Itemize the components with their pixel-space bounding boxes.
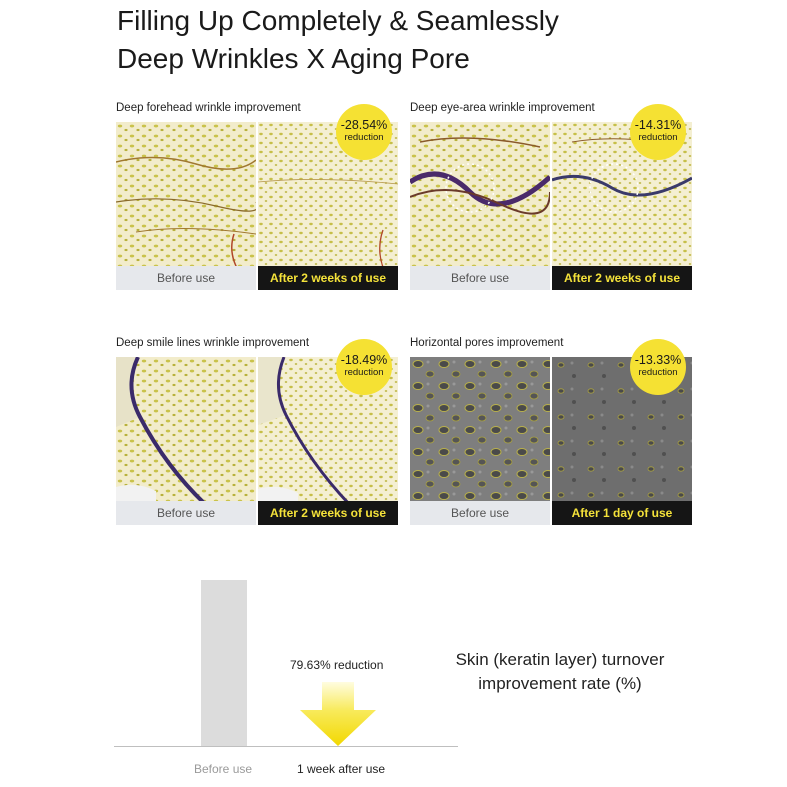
panel-horizontal-pores bbox=[410, 337, 692, 527]
panel-title: Deep smile lines wrinkle improvement bbox=[116, 337, 310, 349]
after-caption: After 2 weeks of use bbox=[552, 266, 692, 290]
reduction-percent: -13.33% bbox=[634, 353, 682, 367]
panel-title: Deep eye-area wrinkle improvement bbox=[410, 102, 595, 114]
reduction-arrow-icon bbox=[300, 682, 376, 748]
reduction-badge bbox=[630, 104, 686, 160]
panel-title: Horizontal pores improvement bbox=[410, 337, 564, 349]
panel-eye-wrinkle bbox=[410, 102, 692, 292]
x-label-before: Before use bbox=[194, 762, 253, 776]
panel-title: Deep forehead wrinkle improvement bbox=[116, 102, 301, 114]
reduction-label: reduction bbox=[638, 367, 678, 378]
headline-line-2: Deep Wrinkles X Aging Pore bbox=[117, 43, 470, 74]
chart-title: Skin (keratin layer) turnover improvement rate (%) bbox=[455, 650, 665, 693]
chart-baseline bbox=[114, 746, 458, 747]
before-photo bbox=[410, 122, 550, 270]
reduction-percent: -18.49% bbox=[340, 353, 388, 367]
after-caption: After 2 weeks of use bbox=[258, 266, 398, 290]
before-caption: Before use bbox=[410, 266, 550, 290]
reduction-badge bbox=[336, 339, 392, 395]
after-caption: After 2 weeks of use bbox=[258, 501, 398, 525]
before-caption: Before use bbox=[410, 501, 550, 525]
before-caption: Before use bbox=[116, 501, 256, 525]
reduction-badge bbox=[630, 339, 686, 395]
headline-line-1: Filling Up Completely & Seamlessly bbox=[117, 5, 559, 36]
reduction-annotation: 79.63% reduction bbox=[290, 658, 384, 672]
headline bbox=[117, 2, 559, 78]
before-photo bbox=[410, 357, 550, 505]
reduction-label: reduction bbox=[638, 132, 678, 143]
before-photo bbox=[116, 122, 256, 270]
bar-before-use bbox=[201, 580, 247, 746]
reduction-label: reduction bbox=[344, 367, 384, 378]
turnover-chart bbox=[0, 560, 787, 787]
panel-smile-lines-wrinkle bbox=[116, 337, 398, 527]
panel-forehead-wrinkle bbox=[116, 102, 398, 292]
reduction-percent: -28.54% bbox=[340, 118, 388, 132]
before-photo bbox=[116, 357, 256, 505]
reduction-label: reduction bbox=[344, 132, 384, 143]
reduction-percent: -14.31% bbox=[634, 118, 682, 132]
after-caption: After 1 day of use bbox=[552, 501, 692, 525]
before-caption: Before use bbox=[116, 266, 256, 290]
x-label-after: 1 week after use bbox=[297, 762, 386, 776]
reduction-badge bbox=[336, 104, 392, 160]
